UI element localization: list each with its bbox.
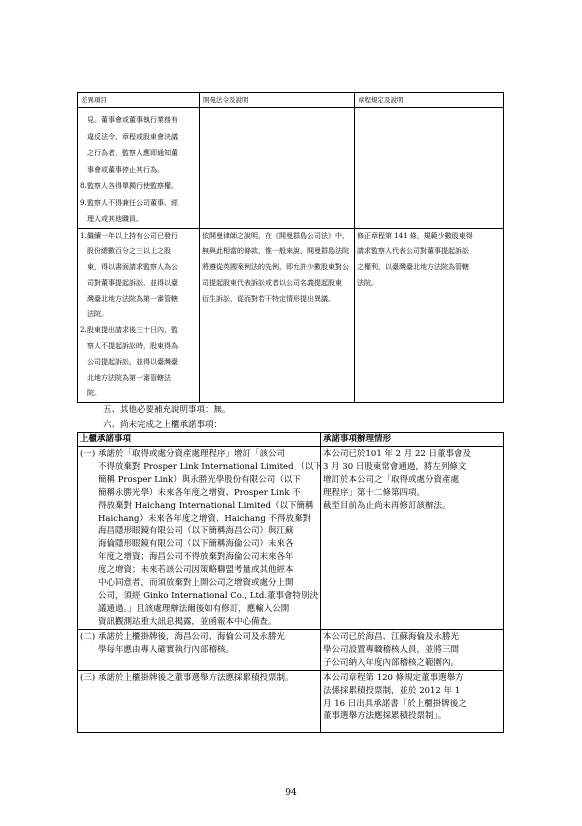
cell-line: 法院。 (87, 310, 108, 319)
cell-line: 無與此相當的條款，惟一般來說，開曼群島法院 (202, 247, 349, 256)
cell-articles (355, 228, 504, 403)
header-articles: 章程規定及說明 (355, 93, 504, 108)
cell-line: 東，得以書面請求監察人為公 (87, 263, 178, 272)
cell-line: 承諾於「取得或處分資產處理程序」增訂「該公司 (98, 449, 286, 459)
cell-cayman-law (200, 228, 355, 403)
list-item (80, 323, 197, 402)
cell-line: Haichang）未來各年度之增資、Haichang 不得放棄對 (98, 513, 312, 524)
item-number: (三) (80, 672, 96, 683)
cell-line: 請求監察人代表公司對董事提起訴訟 (357, 247, 469, 256)
item-number: (一) (80, 449, 96, 459)
cell-line: 公司提起訴訟，並得以臺灣臺 (87, 357, 178, 366)
cell-line: 灣臺北地方法院為第一審管轄 (87, 294, 178, 303)
cell-line: 學每年應由專人確實執行內部稽核。 (98, 644, 235, 655)
header-difference-item: 差異項目 (78, 93, 200, 108)
cell-line: 公司，須經 Ginko International Co., Ltd.董事會特別決 (98, 590, 319, 601)
list-item (80, 112, 197, 178)
cell-line: 察人不提起訴訟時，股東得為 (87, 342, 178, 351)
header-status: 承諾事項辦理情形 (321, 433, 504, 447)
cell-line: 院。 (87, 389, 101, 398)
cell-line: 子公司納入年度內部稽核之範圍內。 (323, 657, 460, 668)
cell-line: 見。董事會或董事執行業務有 (87, 116, 178, 124)
item-number: 9. (80, 198, 87, 207)
cell-line: 監察人不得兼任公司董事、經 (87, 198, 178, 207)
cell-line: 月 16 日出具承諾書「於上櫃掛牌後之 (323, 698, 467, 709)
cell-line: 承諾於上櫃掛牌後，海昌公司、海倫公司及永勝光 (98, 632, 286, 642)
cell-line: 本公司已於海昌、江蘇海倫及永勝光 (323, 632, 460, 642)
section-6-heading: 六、尚未完成之上櫃承諾事項： (103, 420, 223, 430)
cell-line: 依開曼律師之說明，在《開曼群島公司法》中， (202, 231, 349, 240)
cell-cayman-law (200, 108, 355, 229)
table-row (78, 630, 504, 671)
table-row (78, 108, 504, 229)
cell-line: 中心同意者，而須放棄對上開公司之增資或處分上開 (98, 578, 294, 589)
cell-line: 修正章程第 141 條，規範少數股東得 (357, 231, 473, 240)
cell-line: 本公司章程第 120 條規定董事選舉方 (323, 672, 464, 683)
cell-line: 司提起股東代表訴訟或者以公司名義提起股東 (202, 278, 342, 287)
cell-line: 董事選舉方法應採累積投票制」。 (323, 711, 447, 722)
cell-line: 監察人各得單獨行使監察權。 (87, 182, 178, 190)
cell-status (321, 670, 504, 732)
cell-line: 學公司設置專職稽核人員，並將三間 (323, 644, 460, 655)
cell-line: 年度之增資；海昌公司不得放棄對海倫公司未來各年 (98, 552, 294, 563)
cell-line: 事會或董事停止其行為。 (87, 165, 164, 174)
cell-line: 簡稱永勝光學）未來各年度之增資、Prosper Link 不 (98, 487, 301, 498)
cell-line: 將遵從英國案例法的先例，即允許少數股東對公 (202, 263, 349, 272)
cell-line: 3 月 30 日股東常會通過，將左列條文 (323, 461, 467, 472)
item-number: (二) (80, 632, 96, 642)
cell-line: 增訂於本公司之「取得或處分資產處 (323, 474, 460, 485)
list-item (80, 229, 197, 324)
cell-commitment (78, 670, 321, 732)
cell-line: 得放棄對 Haichang International Limited（以下簡稱 (98, 500, 314, 511)
cell-line: 承諾於上櫃掛牌後之董事選舉方法應採累積投票制。 (98, 672, 294, 683)
comparison-table (77, 92, 504, 403)
cell-line: 理程序」第十二條第四項。 (323, 487, 426, 498)
cell-line: 股份總數百分之三以上之股 (87, 247, 171, 256)
list-item (80, 195, 197, 228)
cell-line: 本公司已於101 年 2 月 22 日董事會及 (323, 449, 471, 459)
cell-line: 繼續一年以上持有公司已發行 (87, 231, 178, 240)
cell-commitment (78, 447, 321, 630)
cell-line: 違反法令、章程或股東會決議 (87, 132, 178, 141)
cell-line: 法院。 (357, 278, 378, 287)
cell-line: 資訊觀測站重大訊息揭露，並函報本中心備查。 (98, 616, 277, 627)
cell-line: 海倫隱形眼鏡有限公司（以下簡稱海倫公司）未來各 (98, 539, 294, 550)
item-number (80, 112, 87, 178)
cell-line: 海昌隱形眼鏡有限公司（以下簡稱海昌公司）與江蘇 (98, 526, 294, 537)
cell-line: 理人或其他職員。 (87, 215, 143, 223)
item-number: 1. (80, 231, 87, 240)
cell-articles (355, 108, 504, 229)
cell-commitment (78, 630, 321, 671)
cell-line: 之行為者，監察人應即通知董 (87, 149, 178, 157)
table-row (78, 447, 504, 630)
item-number: 8. (80, 182, 87, 190)
cell-status (321, 630, 504, 671)
cell-line: 之權利，以臺灣臺北地方法院為管轄 (357, 263, 469, 272)
cell-difference-item (78, 108, 200, 229)
item-number: 2. (80, 326, 87, 335)
header-commitment: 上櫃承諾事項 (78, 433, 321, 447)
commitment-table (77, 432, 504, 733)
cell-difference-item (78, 228, 200, 403)
list-item (80, 178, 197, 195)
table-row (78, 228, 504, 403)
cell-line: 截至目前為止尚未再修訂該辦法。 (323, 500, 451, 511)
cell-line: 簡稱 Prosper Link）與永勝光學股份有限公司（以下 (98, 474, 301, 485)
header-cayman-law: 開曼法令及說明 (200, 93, 355, 108)
cell-line: 股東提出請求後三十日內，監 (87, 326, 178, 335)
page-number: 94 (285, 788, 297, 798)
cell-line: 北地方法院為第一審管轄法 (87, 373, 171, 382)
cell-status (321, 447, 504, 630)
cell-line: 司對董事提起訴訟，並得以臺 (87, 278, 178, 287)
cell-line: 不得放棄對 Prosper Link International Limited （以下 (98, 461, 322, 472)
cell-line: 議通過。」且該處理辦法爾後如有修訂，應輸入公開 (98, 603, 290, 614)
section-5-heading: 五、其他必要補充說明事項：無。 (103, 405, 231, 415)
cell-line: 法係採累積投票制，並於 2012 年 1 (323, 685, 461, 696)
table-row (78, 670, 504, 732)
cell-line: 度之增資；未來若該公司因策略聯盟考量或其他經本 (98, 565, 294, 576)
cell-line: 衍生訴訟，從而對若干特定情形提出異議。 (202, 294, 335, 303)
